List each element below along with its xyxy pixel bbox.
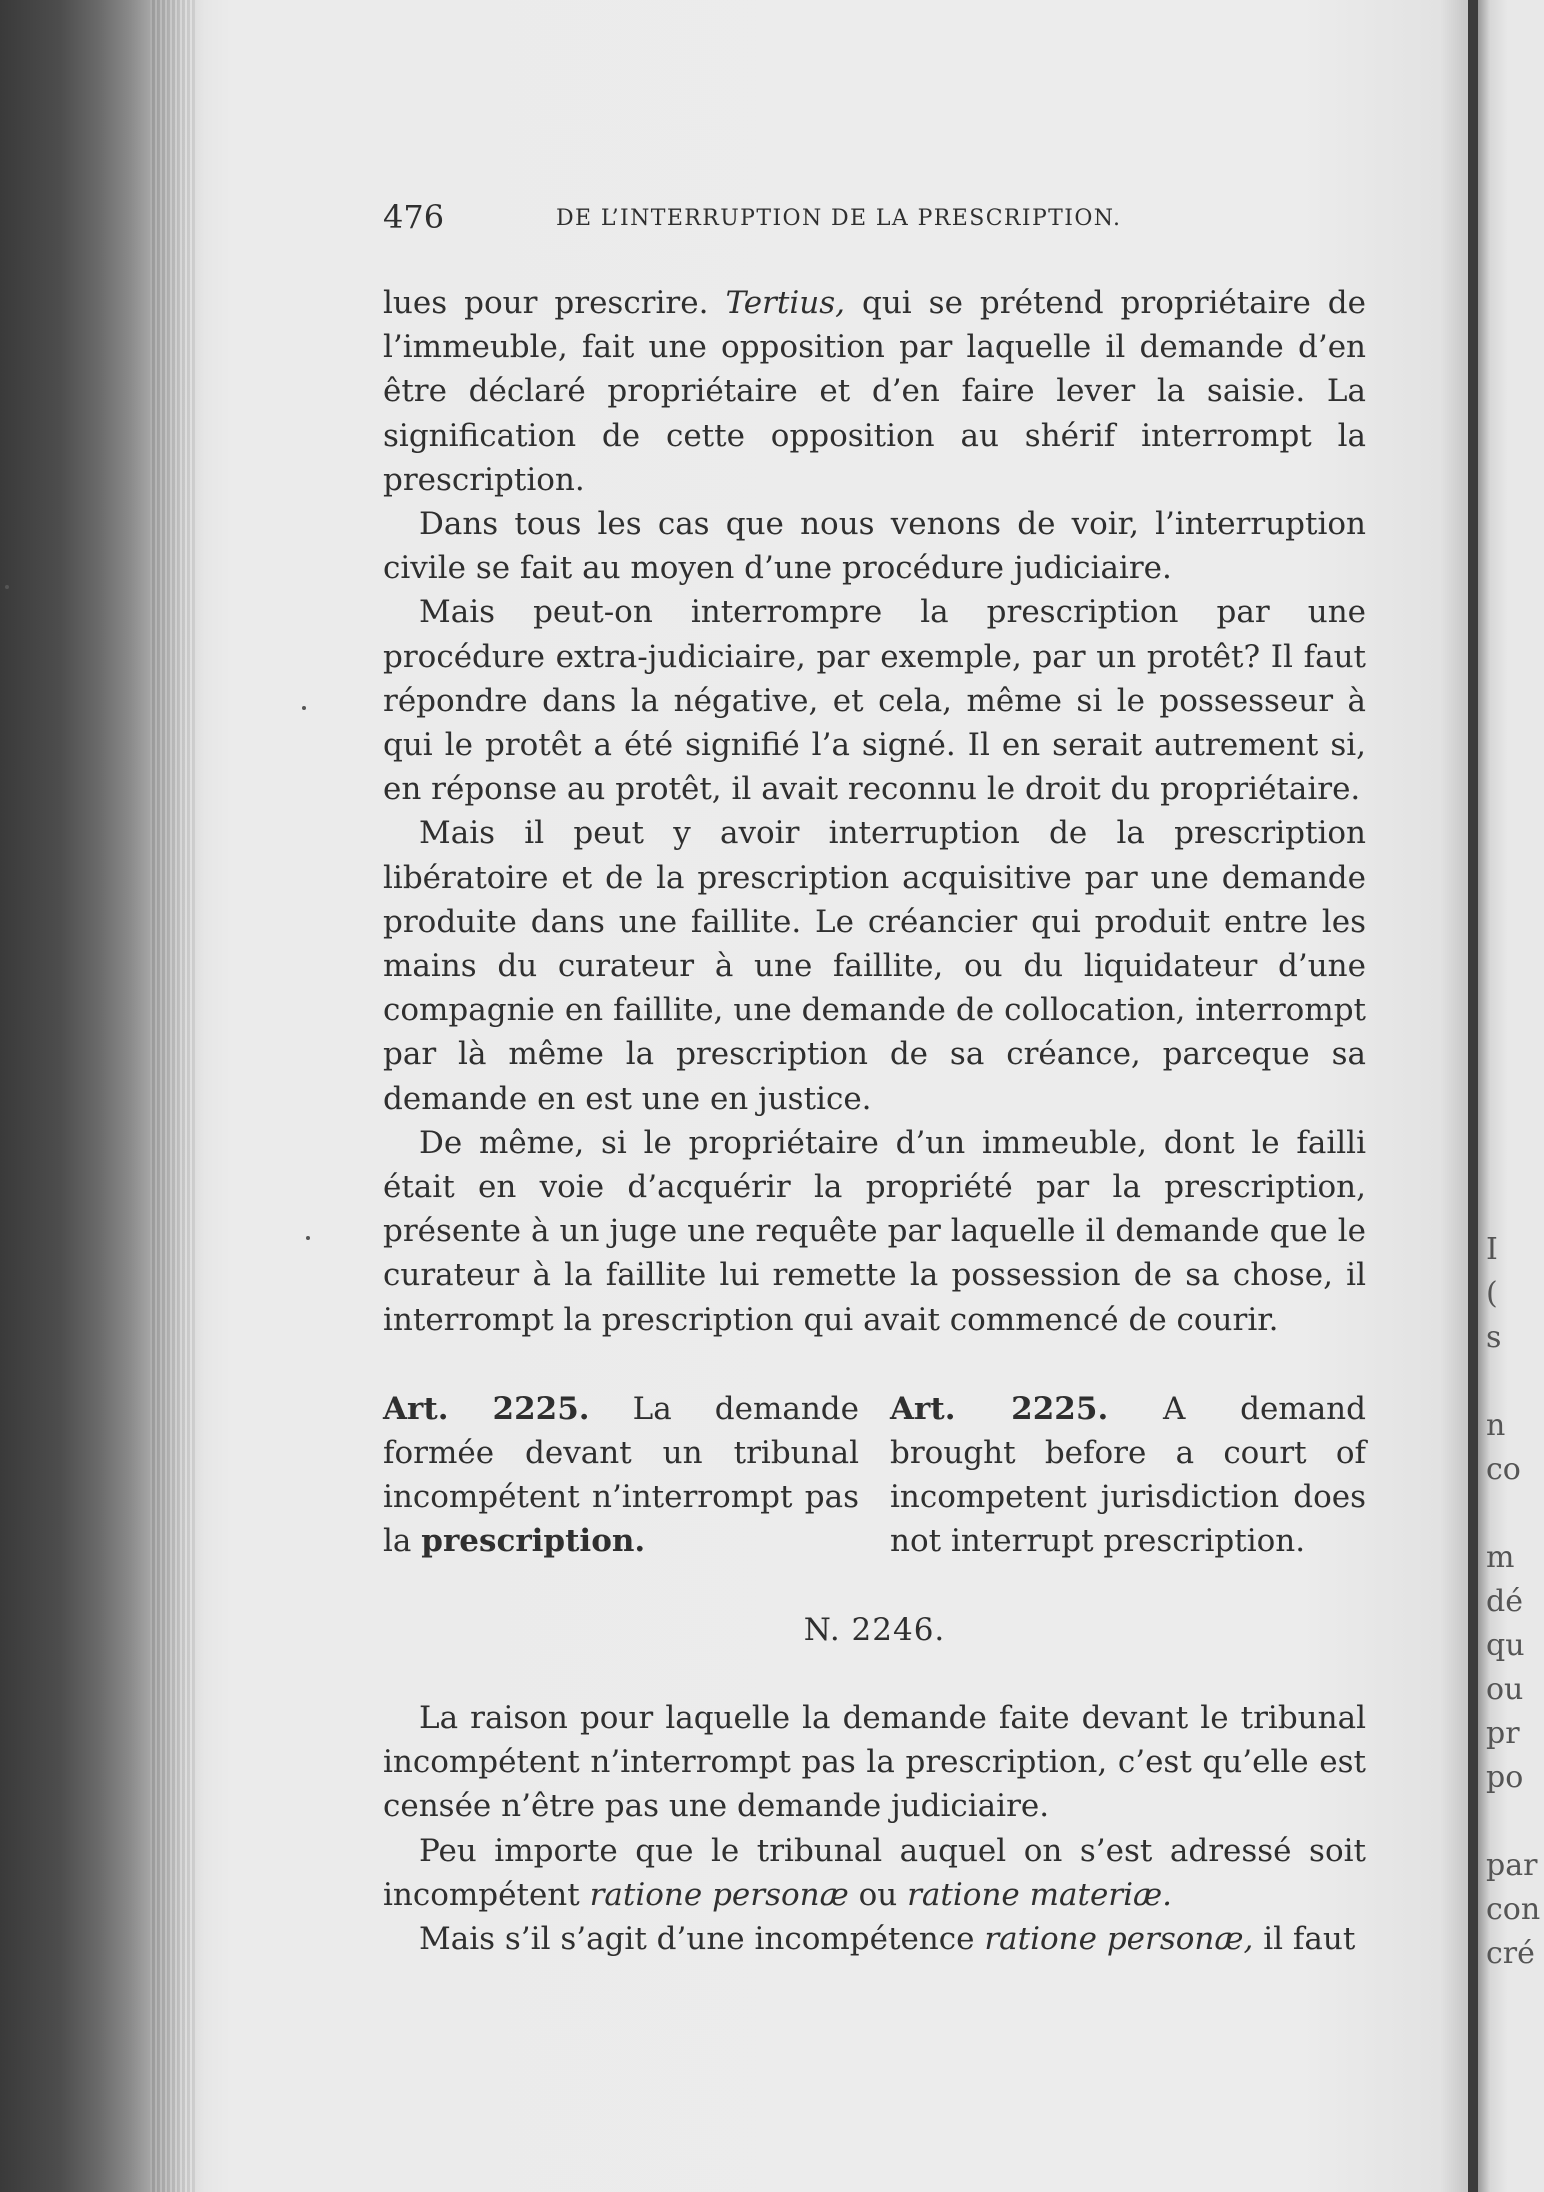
page-number: 476 [383, 198, 445, 236]
paragraph-text: Mais peut-on interrompre la prescription par une procédure extra-judiciaire, par exemple, par un protêt? Il faut répondre dans la négative, et cela, même si le possesseur à qui le protêt a été signifié l’a signé. Il en serait autrement si, en réponse au protêt, il avait reconnu le droit du propriétaire. [383, 594, 1366, 808]
adjacent-page-fragment: par [1486, 1848, 1538, 1883]
paragraph-text: il faut [1253, 1920, 1356, 1957]
italic-text: ratione personæ, [984, 1920, 1254, 1957]
paragraph [383, 811, 1366, 1120]
adjacent-page-fragment: pr [1486, 1716, 1520, 1751]
binding-gutter [1468, 0, 1478, 2192]
adjacent-page-fragment: ou [1486, 1672, 1524, 1707]
adjacent-page-fragment: po [1486, 1760, 1524, 1795]
page-stack-edge [150, 0, 195, 2192]
paragraph-text: Mais il peut y avoir interruption de la prescription libératoire et de la prescription acquisitive par une demande produite dans une faillite. Le créancier qui produit entre les mains du curateur à une faillite, ou du liquidateur d’une compagnie en faillite, une demande de collocation, interrompt par là même la prescription de sa créance, parceque sa demande en est une en justice. [383, 815, 1366, 1117]
print-speck [306, 1236, 310, 1240]
adjacent-page-fragment: cré [1486, 1936, 1535, 1971]
adjacent-page-fragment: qu [1486, 1628, 1525, 1663]
adjacent-page-fragment: n [1486, 1408, 1506, 1443]
adjacent-page-fragment: dé [1486, 1584, 1523, 1619]
body-paragraphs [383, 281, 1366, 1342]
adjacent-page-fragment: I [1486, 1232, 1498, 1267]
print-speck [5, 585, 9, 589]
italic-text: ratione personæ [589, 1876, 849, 1913]
paragraph [383, 1917, 1366, 1961]
paragraph-text: La raison pour laquelle la demande faite devant le tribunal incompétent n’interrompt pas la prescription, c’est qu’elle est censée n’être pas une demande judiciaire. [383, 1699, 1366, 1825]
adjacent-page-fragment: m [1486, 1540, 1515, 1575]
paragraph-text: lues pour prescrire. [383, 285, 726, 321]
adjacent-page-fragment: co [1486, 1452, 1521, 1487]
paragraph-text: De même, si le propriétaire d’un immeuble, dont le failli était en voie d’acquérir la propriété par la prescription, présente à un juge une requête par laquelle il demande que le curateur à la faillite lui remette la possession de sa chose, il interrompt la prescription qui avait commencé de courir. [383, 1124, 1366, 1338]
article-french [383, 1387, 859, 1564]
article-french-label: Art. 2225. [383, 1390, 590, 1427]
paragraph-text: ou [848, 1876, 908, 1913]
article-columns [383, 1387, 1366, 1564]
section-number: N. 2246. [803, 1611, 946, 1648]
paragraph-text: Dans tous les cas que nous venons de voir, l’interruption civile se fait au moyen d’une procédure judiciaire. [383, 506, 1366, 587]
paragraph-text: qui se prétend propriétaire de l’immeuble, fait une opposition par laquelle il demande d’en être déclaré propriétaire et d’en faire lever la saisie. La signification de cette opposition au shérif interrompt la prescription. [383, 285, 1366, 498]
running-head [383, 195, 1366, 239]
article-english-label: Art. 2225. [890, 1390, 1109, 1427]
running-head-title: DE L’INTERRUPTION DE LA PRESCRIPTION. [556, 206, 1122, 231]
print-speck [302, 706, 306, 710]
paragraph [383, 1121, 1366, 1342]
page-text-block [383, 195, 1366, 1961]
paragraph [383, 590, 1366, 811]
paragraph [383, 281, 1366, 502]
paragraph-text: Peu importe que le tribunal auquel on s’est adressé soit incompétent [383, 1832, 1366, 1913]
paragraph [383, 502, 1366, 590]
article-french-text: La demande formée devant un tribunal incompétent n’interrompt pas la [383, 1390, 859, 1560]
italic-text: Tertius, [725, 285, 845, 321]
article-french-tail: prescription. [421, 1523, 646, 1560]
adjacent-page-fragment: ( [1486, 1276, 1498, 1311]
italic-text: ratione materiæ. [907, 1876, 1173, 1913]
article-english-text: A demand brought before a court of incompetent jurisdiction does not interrupt prescription. [890, 1390, 1366, 1560]
body-paragraphs-after [383, 1696, 1366, 1961]
adjacent-page-fragment: s [1486, 1320, 1502, 1355]
paragraph-text: Mais s’il s’agit d’une incompétence [419, 1920, 985, 1957]
article-english [890, 1387, 1366, 1564]
paragraph [383, 1696, 1366, 1829]
paragraph [383, 1829, 1366, 1917]
adjacent-page [1478, 0, 1544, 2192]
adjacent-page-fragment: con [1486, 1892, 1541, 1927]
